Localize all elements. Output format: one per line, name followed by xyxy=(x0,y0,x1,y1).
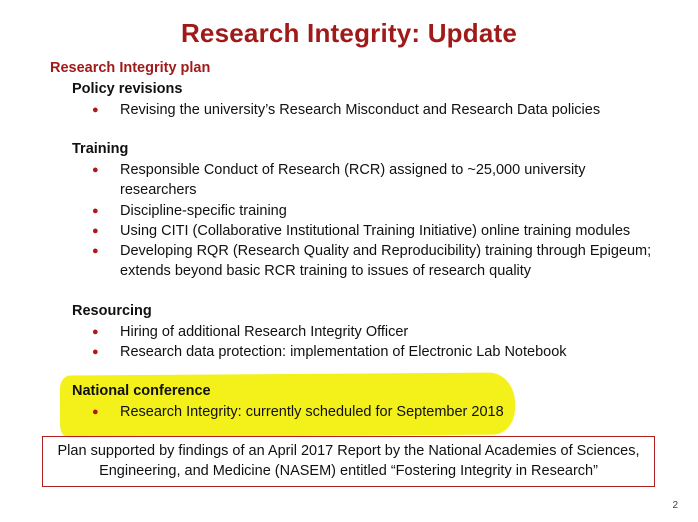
bullet-icon: ● xyxy=(92,245,99,257)
list-item xyxy=(92,402,652,422)
bullet-icon: ● xyxy=(92,164,99,176)
section-heading-training: Training xyxy=(72,141,129,157)
list-item xyxy=(92,100,652,120)
bullet-icon: ● xyxy=(92,346,99,358)
page-number: 2 xyxy=(672,500,678,511)
bullet-icon: ● xyxy=(92,225,99,237)
section-heading-resourcing: Resourcing xyxy=(72,303,152,319)
bullet-text: Hiring of additional Research Integrity Officer xyxy=(120,324,409,340)
bullet-icon: ● xyxy=(92,326,99,338)
section-heading-policy: Policy revisions xyxy=(72,81,183,97)
slide-title: Research Integrity: Update xyxy=(180,18,518,48)
list-item xyxy=(92,322,652,342)
list-item xyxy=(92,221,652,241)
section-heading-conference: National conference xyxy=(72,383,211,399)
bullet-text: Developing RQR (Research Quality and Reproducibility) training through Epigeum; extends beyond basic RCR training to issues of research quality xyxy=(120,243,652,279)
list-item xyxy=(92,241,667,281)
bullet-text: Research Integrity: currently scheduled for September 2018 xyxy=(120,404,504,420)
bullet-icon: ● xyxy=(92,406,99,418)
bullet-text: Using CITI (Collaborative Institutional Training Initiative) online training modules xyxy=(120,223,631,239)
bullet-icon: ● xyxy=(92,104,99,116)
bullet-text: Discipline-specific training xyxy=(120,203,287,219)
list-item xyxy=(92,160,592,200)
findings-note-box: Plan supported by findings of an April 2017 Report by the National Academies of Sciences, Engineering, and Medicine (NASEM) entitled “Fostering Integrity in Research” xyxy=(42,436,655,487)
slide-subtitle: Research Integrity plan xyxy=(50,60,211,76)
bullet-icon: ● xyxy=(92,205,99,217)
bullet-text: Research data protection: implementation of Electronic Lab Notebook xyxy=(120,344,567,360)
list-item xyxy=(92,342,652,362)
bullet-text: Revising the university’s Research Misconduct and Research Data policies xyxy=(120,102,601,118)
list-item xyxy=(92,201,652,221)
bullet-text: Responsible Conduct of Research (RCR) assigned to ~25,000 university researchers xyxy=(120,162,586,198)
